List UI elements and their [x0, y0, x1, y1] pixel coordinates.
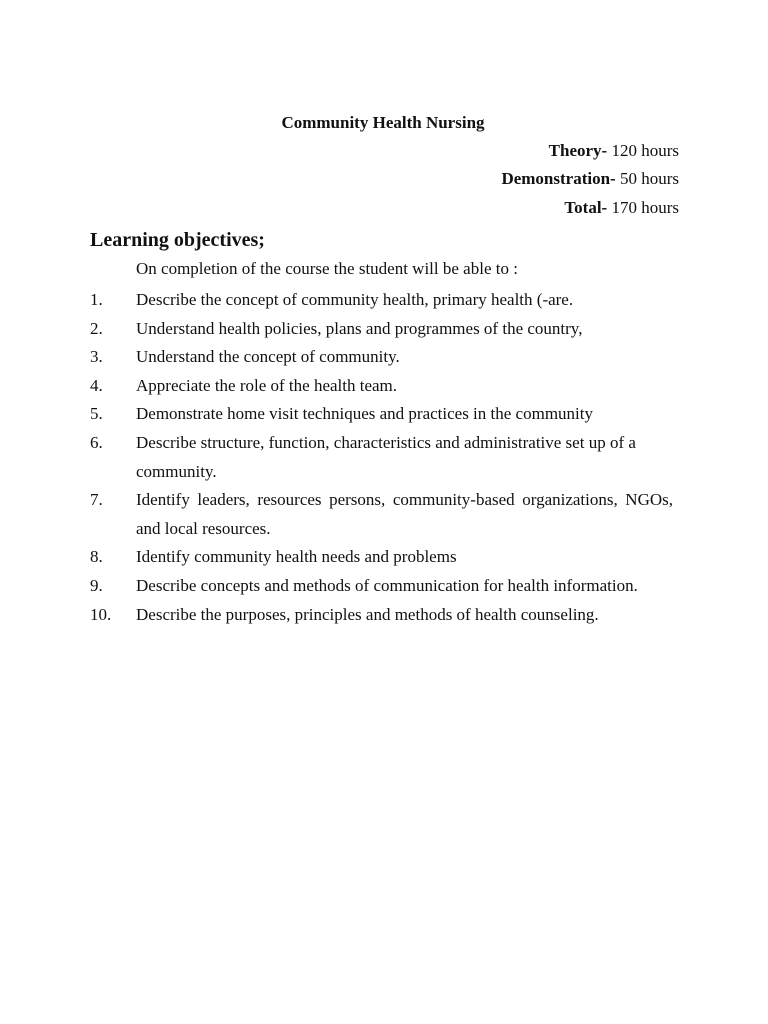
- objective-number: 6.: [90, 432, 103, 452]
- objective-item: [0, 601, 768, 630]
- intro-text: On completion of the course the student will be able to :: [136, 259, 518, 278]
- objective-text: Describe the purposes, principles and methods of health counseling.: [136, 604, 599, 624]
- total-label: Total-: [564, 198, 608, 217]
- objective-text: Describe the concept of community health, primary health (-are.: [136, 290, 574, 309]
- objective-number: 7.: [90, 490, 103, 510]
- objective-number: 9.: [90, 575, 103, 595]
- objective-item: [0, 429, 768, 486]
- objective-text: Describe concepts and methods of communication for health information.: [136, 575, 638, 595]
- objective-item: [0, 486, 768, 543]
- objective-number: 1.: [90, 290, 103, 309]
- objective-text: Describe structure, function, characteristics and administrative set up of a community.: [136, 432, 636, 481]
- total-hours: [564, 198, 679, 218]
- objective-item: [0, 286, 768, 315]
- section-heading: Learning objectives;: [90, 229, 265, 251]
- objective-item: [0, 543, 768, 572]
- objectives-list: [0, 286, 768, 629]
- objective-number: 8.: [90, 547, 103, 567]
- objective-text: Understand health policies, plans and programmes of the country,: [136, 318, 583, 338]
- objective-text: Demonstrate home visit techniques and practices in the community: [136, 404, 593, 424]
- theory-label: Theory-: [548, 141, 608, 160]
- demonstration-value: 50 hours: [619, 169, 679, 188]
- objective-number: 2.: [90, 318, 103, 338]
- objective-text: Identify leaders, resources persons, community-based organizations, NGOs, and local resources.: [136, 490, 673, 538]
- theory-value: 120 hours: [611, 141, 679, 160]
- objective-number: 5.: [90, 404, 103, 424]
- objective-item: [0, 572, 768, 601]
- total-value: 170 hours: [611, 198, 679, 217]
- theory-hours: [549, 141, 679, 161]
- objective-number: 10.: [90, 604, 112, 624]
- objective-item: [0, 343, 768, 372]
- objective-item: [0, 315, 768, 344]
- objective-item: [0, 400, 768, 429]
- demonstration-label: Demonstration-: [501, 169, 616, 188]
- objective-text: Identify community health needs and problems: [136, 547, 457, 567]
- document-title: Community Health Nursing: [281, 113, 485, 132]
- objective-text: Appreciate the role of the health team.: [136, 375, 398, 395]
- objective-text: Understand the concept of community.: [136, 347, 400, 367]
- demonstration-hours: [501, 169, 679, 189]
- objective-item: [0, 372, 768, 401]
- objective-number: 4.: [90, 375, 103, 395]
- objective-number: 3.: [90, 347, 103, 367]
